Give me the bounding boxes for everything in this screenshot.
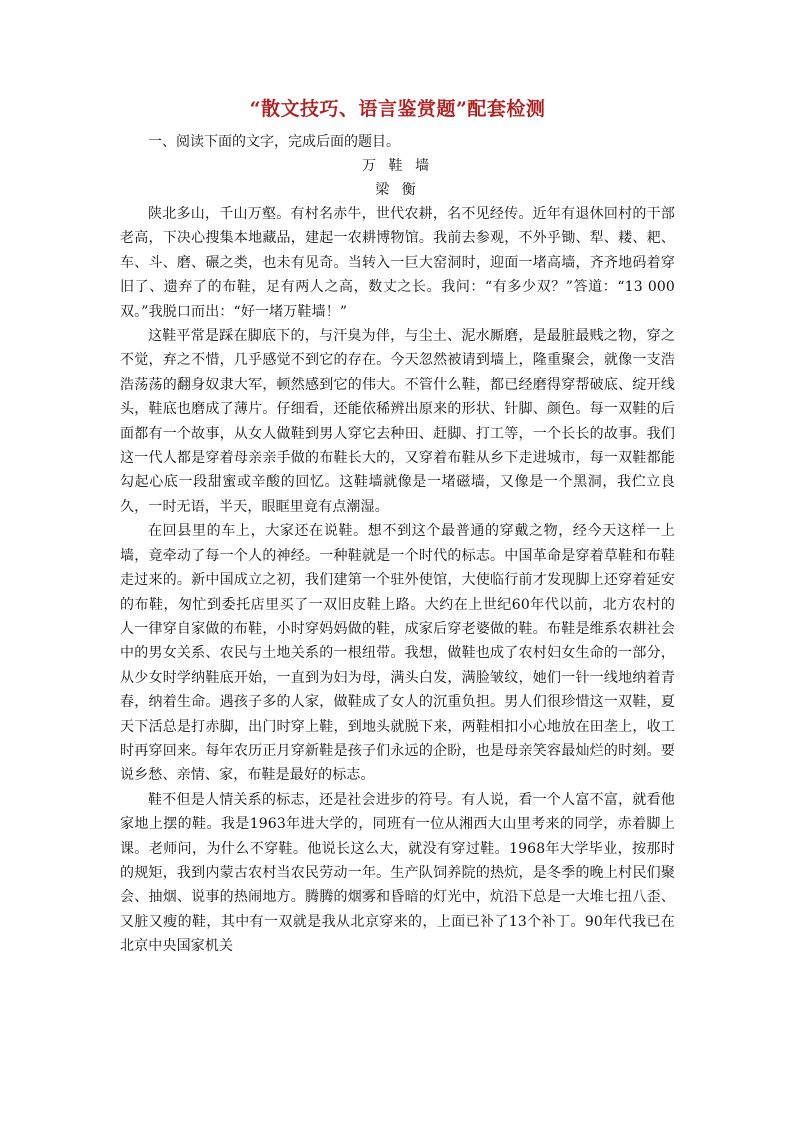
essay-paragraph-3: 在回县里的车上，大家还在说鞋。想不到这个最普通的穿戴之物，经今天这样一上墙，竟牵动了每一个人的神经。一种鞋就是一个时代的标志。中国革命是穿着草鞋和布鞋走过来的。新中国成立之初，我们建第一个驻外使馆，大使临行前才发现脚上还穿着延安的布鞋，匆忙到委托店里买了一双旧皮鞋上路。大约在上世纪60年代以前，北方农村的人一律穿自家做的布鞋，小时穿妈妈做的鞋，成家后穿老婆做的鞋。布鞋是维系农耕社会中的男女关系、农民与土地关系的一根纽带。我想，做鞋也成了农村妇女生命的一部分，从少女时学纳鞋底开始，一直到为妇为母，满头白发，满脸皱纹，她们一针一线地纳着青春，纳着生命。遇孩子多的人家，做鞋成了女人的沉重负担。男人们很珍惜这一双鞋，夏天下活总是打赤脚，出门时穿上鞋，到地头就脱下来，两鞋相扣小心地放在田垄上，收工时再穿回来。每年农历正月穿新鞋是孩子们永远的企盼，也是母亲笑容最灿烂的时刻。要说乡愁、亲情、家，布鞋是最好的标志。 (120, 523, 675, 784)
essay-paragraph-2: 这鞋平常是踩在脚底下的，与汗臭为伴，与尘土、泥水厮磨，是最脏最贱之物，穿之不觉，弃之不惜，几乎感觉不到它的存在。今天忽然被请到墙上，隆重聚会，就像一支浩浩荡荡的翻身奴隶大军，顿然感到它的伟大。不管什么鞋，都已经磨得穿帮破底、绽开线头，鞋底也磨成了薄片。仔细看，还能依稀辨出原来的形状、针脚、颜色。每一双鞋的后面都有一个故事，从女人做鞋到男人穿它去种田、赶脚、打工等，一个长长的故事。我们这一代人都是穿着母亲亲手做的布鞋长大的，又穿着布鞋从乡下走进城市，每一双鞋都能勾起心底一段甜蜜或辛酸的回忆。这鞋墙就像是一堵磁墙，又像是一个黑洞，我伫立良久，一时无语，半天，眼眶里竟有点潮湿。 (120, 328, 675, 515)
document-page (120, 96, 675, 959)
question-instruction: 一、阅读下面的文字，完成后面的题目。 (148, 134, 400, 150)
essay-author: 梁 衡 (375, 182, 420, 198)
document-title: “散文技巧、语言鉴赏题”配套检测 (249, 98, 546, 120)
essay-title: 万 鞋 墙 (362, 158, 433, 174)
essay-paragraph-4: 鞋不但是人情关系的标志，还是社会进步的符号。有人说，看一个人富不富，就看他家地上摆的鞋。我是1963年进大学的，同班有一位从湘西大山里考来的同学，赤着脚上课。老师问，为什么不穿鞋。他说长这么大，就没有穿过鞋。1968年大学毕业，按那时的规矩，我到内蒙古农村当农民劳动一年。生产队饲养院的热炕，是冬季的晚上村民们聚会、抽烟、说事的热闹地方。腾腾的烟雾和昏暗的灯光中，炕沿下总是一大堆七扭八歪、又脏又瘦的鞋，其中有一双就是我从北京穿来的，上面已补了13个补丁。90年代我已在北京中央国家机关 (120, 791, 675, 955)
essay-paragraph-1: 陕北多山，千山万壑。有村名赤牛，世代农耕，名不见经传。近年有退休回村的干部老高，下决心搜集本地藏品，建起一农耕博物馆。我前去参观，不外乎锄、犁、耧、耙、车、斗、磨、碾之类，也未有见奇。当转入一巨大窑洞时，迎面一堵高墙，齐齐地码着穿旧了、遗弃了的布鞋，足有两人之高，数丈之长。我问：“有多少双？”答道：“13 000双。”我脱口而出：“好一堵万鞋墙！” (120, 206, 675, 320)
